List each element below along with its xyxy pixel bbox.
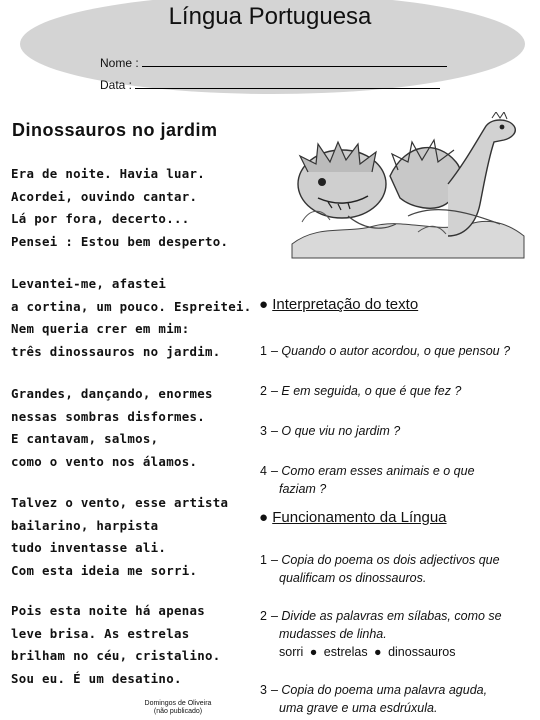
date-label: Data :	[100, 78, 133, 92]
poem-line: nessas sombras disformes.	[11, 408, 205, 424]
poem-line: Grandes, dançando, enormes	[11, 386, 213, 401]
poem-line: Acordei, ouvindo cantar.	[11, 188, 198, 204]
poem-line: Talvez o vento, esse artista	[11, 495, 229, 510]
language-heading: ● Funcionamento da Língua	[259, 509, 447, 526]
language-question-1: 1 – Copia do poema os dois adjectivos que qualificam os dinossauros.	[260, 553, 500, 585]
poem-line: como o vento nos álamos.	[11, 454, 198, 470]
bullet-icon: ●	[259, 296, 269, 313]
name-line[interactable]	[142, 56, 447, 67]
poem-line: leve brisa. As estrelas	[11, 625, 190, 641]
poem-line: Pensei : Estou bem desperto.	[11, 234, 229, 250]
bullet-icon: ●	[259, 509, 269, 526]
poem-line: Com esta ideia me sorri.	[11, 563, 198, 579]
poem-title: Dinossauros no jardim	[12, 120, 218, 140]
page-title: Língua Portuguesa	[168, 3, 372, 30]
interpretation-question-2: 2 – E em seguida, o que é que fez ?	[260, 384, 462, 398]
stanza-3	[11, 383, 213, 474]
language-question-2: 2 – Divide as palavras em sílabas, como se mudasses de linha. sorri ● estrelas ● dinossauros	[260, 607, 536, 661]
syllable-words: sorri ● estrelas ● dinossauros	[279, 645, 456, 659]
poem-line: Lá por fora, decerto...	[11, 211, 190, 227]
name-field[interactable]	[100, 56, 447, 70]
date-field[interactable]	[100, 78, 440, 92]
name-label: Nome :	[100, 56, 139, 70]
stanza-5	[11, 600, 221, 691]
author-name: Domingos de Oliveira	[144, 700, 212, 707]
language-question-3: 3 – Copia do poema uma palavra aguda, uma grave e uma esdrúxula.	[260, 683, 488, 715]
interpretation-question-1: 1 – Quando o autor acordou, o que pensou ?	[260, 344, 511, 358]
poem-line: Nem queria crer em mim:	[11, 321, 190, 337]
poem-line: E cantavam, salmos,	[11, 431, 159, 447]
poem-line: Pois esta noite há apenas	[11, 603, 205, 618]
poem-line: bailarino, harpista	[11, 517, 159, 533]
poem-line: Sou eu. É um desatino.	[11, 671, 182, 687]
poem-line: tudo inventasse ali.	[11, 540, 167, 556]
interpretation-question-3: 3 – O que viu no jardim ?	[260, 424, 401, 438]
dinosaurs-illustration	[288, 112, 526, 260]
poem-line: brilham no céu, cristalino.	[11, 648, 221, 664]
date-line[interactable]	[135, 78, 440, 89]
author-credit	[138, 700, 218, 716]
poem-line: Levantei-me, afastei	[11, 276, 167, 291]
stanza-1	[11, 163, 228, 254]
poem-line: Era de noite. Havia luar.	[11, 166, 205, 181]
poem-line: a cortina, um pouco. Espreitei.	[11, 298, 252, 314]
interpretation-heading: ● Interpretação do texto	[259, 296, 419, 313]
stanza-2	[11, 273, 252, 364]
poem-line: três dinossauros no jardim.	[11, 344, 221, 360]
stanza-4	[11, 492, 228, 583]
author-note: (não publicado)	[153, 708, 203, 715]
interpretation-question-4: 4 – Como eram esses animais e o que faziam ?	[260, 464, 475, 496]
